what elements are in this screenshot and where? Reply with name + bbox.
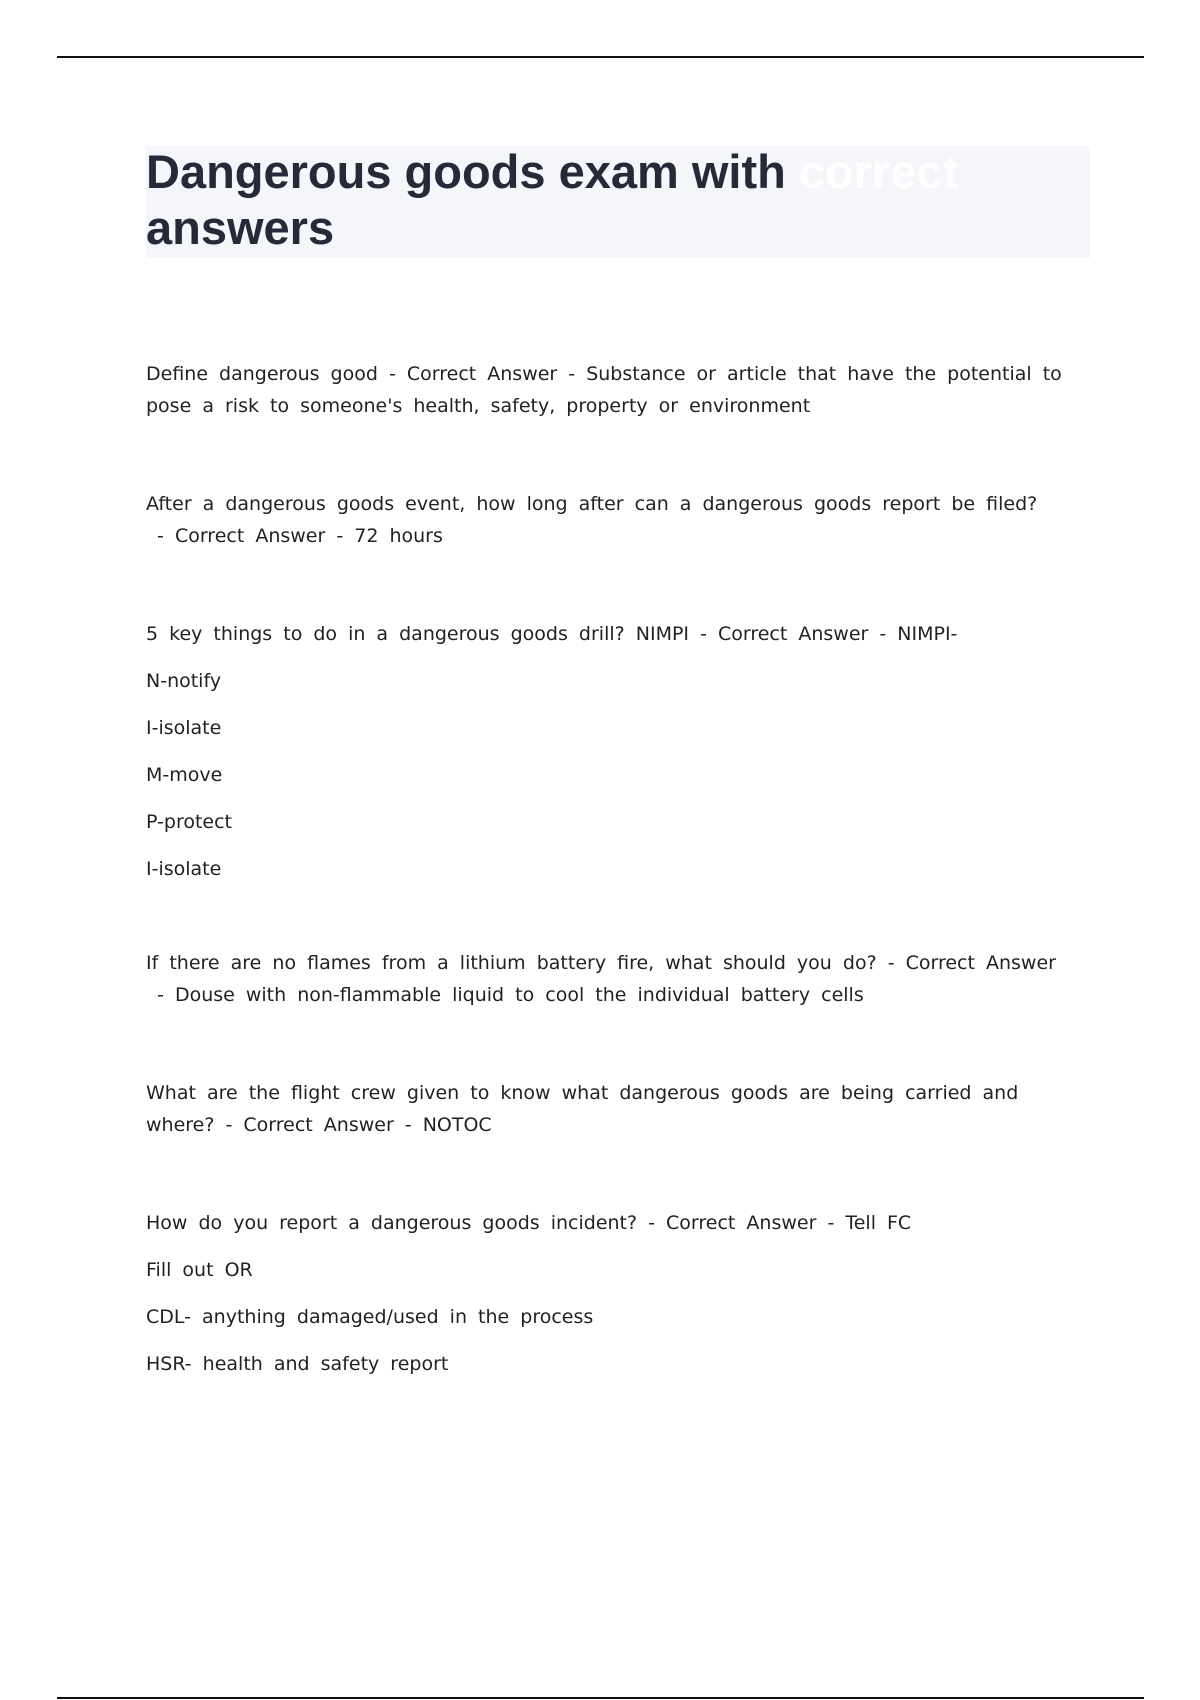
answer-text: NIMPI- <box>897 623 958 645</box>
answer-text: Douse with non-flammable liquid to cool the individual battery cells <box>174 984 864 1006</box>
qa-paragraph <box>146 1077 1086 1141</box>
top-rule <box>57 56 1144 58</box>
answer-line: P-protect <box>146 811 233 833</box>
separator: - <box>868 623 898 645</box>
separator: - <box>637 1212 667 1234</box>
separator: - <box>325 525 355 547</box>
separator: - <box>816 1212 846 1234</box>
answer-line: M-move <box>146 764 223 786</box>
separator: - <box>214 1114 244 1136</box>
separator: - <box>689 623 718 645</box>
qa-list <box>146 358 1086 1442</box>
answer-text: 72 hours <box>354 525 443 547</box>
qa-item <box>146 488 1086 552</box>
qa-item <box>146 1077 1086 1141</box>
qa-paragraph <box>146 488 1086 552</box>
question-text: How do you report a dangerous goods incident? <box>146 1212 638 1234</box>
title-main: Dangerous goods exam with <box>146 145 786 198</box>
title-faded-word: correct <box>785 145 959 198</box>
qa-paragraph <box>146 618 1086 650</box>
question-text: What are the flight crew given to know what dangerous goods are being carried and where? <box>146 1082 1019 1136</box>
answer-label: Correct Answer <box>905 952 1056 974</box>
answer-line: HSR- health and safety report <box>146 1353 449 1375</box>
qa-item <box>146 947 1086 1011</box>
answer-line: Fill out OR <box>146 1259 253 1281</box>
qa-item <box>146 358 1086 422</box>
answer-text: Substance or article that have the potential to pose a risk to someone's health, safety, property or environment <box>146 363 1062 417</box>
qa-item <box>146 1207 1086 1380</box>
answer-label: Correct Answer <box>717 623 869 645</box>
bottom-rule <box>57 1697 1144 1699</box>
answer-label: Correct Answer <box>174 525 326 547</box>
answer-text: Tell FC <box>845 1212 912 1234</box>
question-text: After a dangerous goods event, how long after can a dangerous goods report be filed? <box>146 493 1038 515</box>
answer-line: N-notify <box>146 670 222 692</box>
answer-text: NOTOC <box>422 1114 492 1136</box>
question-text: Define dangerous good <box>146 363 378 385</box>
question-text: If there are no flames from a lithium battery fire, what should you do? <box>146 952 877 974</box>
separator: - <box>377 363 407 385</box>
separator: - <box>146 525 175 547</box>
answer-line: CDL- anything damaged/used in the process <box>146 1306 594 1328</box>
answer-label: Correct Answer <box>243 1114 394 1136</box>
qa-paragraph <box>146 1207 1086 1239</box>
answer-line: I-isolate <box>146 858 222 880</box>
separator: - <box>876 952 906 974</box>
answer-line: I-isolate <box>146 717 222 739</box>
document-title <box>146 144 1046 256</box>
answer-label: Correct Answer <box>666 1212 817 1234</box>
separator: - <box>393 1114 423 1136</box>
qa-item <box>146 618 1086 885</box>
question-text: 5 key things to do in a dangerous goods drill? NIMPI <box>146 623 690 645</box>
title-second-line: answers <box>146 201 335 254</box>
qa-paragraph <box>146 947 1086 1011</box>
answer-label: Correct Answer <box>406 363 558 385</box>
separator: - <box>146 984 175 1006</box>
qa-paragraph <box>146 358 1086 422</box>
separator: - <box>557 363 587 385</box>
